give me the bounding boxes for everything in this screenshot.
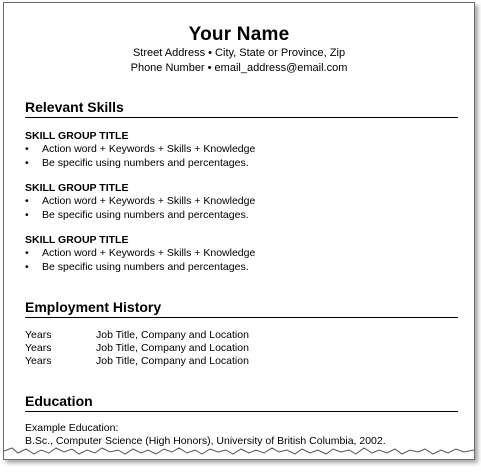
skill-bullet — [25, 143, 255, 155]
torn-edge — [4, 441, 474, 459]
section-title-employment: Employment History — [25, 299, 162, 315]
bullet-dot: • — [25, 143, 29, 155]
section-divider — [25, 317, 458, 318]
employment-row — [25, 342, 249, 354]
bullet-text: Action word + Keywords + Skills + Knowledge — [42, 247, 256, 259]
employment-row — [25, 329, 249, 341]
employment-years: Years — [25, 355, 52, 367]
section-divider — [25, 411, 458, 412]
bullet-text: Action word + Keywords + Skills + Knowledge — [42, 195, 256, 207]
bullet-dot: • — [25, 261, 29, 273]
bullet-text: Be specific using numbers and percentages. — [42, 157, 249, 169]
employment-row — [25, 355, 249, 367]
skill-group-title: SKILL GROUP TITLE — [25, 130, 129, 142]
skill-bullet — [25, 209, 249, 221]
education-detail: B.Sc., Computer Science (High Honors), University of British Columbia, 2002. — [25, 435, 386, 447]
section-title-education: Education — [25, 393, 93, 409]
bullet-dot: • — [25, 209, 29, 221]
skill-group-title: SKILL GROUP TITLE — [25, 234, 129, 246]
bullet-text: Be specific using numbers and percentages. — [42, 209, 249, 221]
bullet-dot: • — [25, 247, 29, 259]
employment-years: Years — [25, 342, 52, 354]
employment-position: Job Title, Company and Location — [96, 342, 249, 354]
resume-name: Your Name — [188, 24, 290, 45]
bullet-text: Action word + Keywords + Skills + Knowledge — [42, 143, 256, 155]
skill-bullet — [25, 195, 255, 207]
skill-bullet — [25, 247, 255, 259]
employment-position: Job Title, Company and Location — [96, 355, 249, 367]
address-line: Street Address • City, State or Province, Zip — [132, 47, 346, 59]
bullet-dot: • — [25, 195, 29, 207]
phone-email-line: Phone Number • email_address@email.com — [130, 62, 348, 74]
skill-bullet — [25, 157, 249, 169]
resume-page — [3, 2, 475, 460]
bullet-text: Be specific using numbers and percentages. — [42, 261, 249, 273]
education-label: Example Education: — [25, 422, 119, 434]
employment-years: Years — [25, 329, 52, 341]
skill-bullet — [25, 261, 249, 273]
section-divider — [25, 117, 458, 118]
employment-position: Job Title, Company and Location — [96, 329, 249, 341]
section-title-skills: Relevant Skills — [25, 99, 124, 115]
skill-group-title: SKILL GROUP TITLE — [25, 182, 129, 194]
bullet-dot: • — [25, 157, 29, 169]
